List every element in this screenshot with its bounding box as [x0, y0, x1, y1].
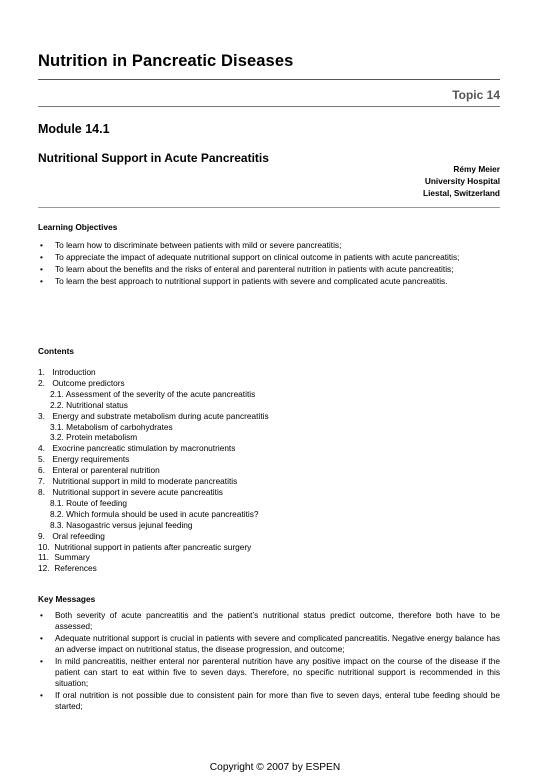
list-item: • In mild pancreatitis, neither enteral nor parenteral nutrition have any positive impact on the course of the disease if the patient can start to eat within five to seven days. Therefore, no specific nutritional support is recommended in this situation; — [38, 656, 500, 689]
author-location: Liestal, Switzerland — [423, 188, 500, 198]
divider — [38, 106, 500, 107]
module-title: Nutritional Support in Acute Pancreatitis — [38, 151, 269, 165]
contents-item: 8.1. Route of feeding — [50, 497, 128, 508]
contents-item: 1. Introduction — [38, 367, 96, 377]
document-page — [38, 0, 500, 777]
copyright-footer: Copyright © 2007 by ESPEN — [209, 762, 341, 773]
contents-heading: Contents — [38, 346, 74, 356]
contents-item: 3.1. Metabolism of carbohydrates — [50, 421, 173, 432]
contents-item: 5. Energy requirements — [38, 454, 130, 465]
contents-item: 3.2. Protein metabolism — [50, 432, 138, 443]
learning-objectives-heading: Learning Objectives — [38, 222, 118, 232]
contents-list — [38, 367, 269, 574]
list-item: • Both severity of acute pancreatitis and the patient’s nutritional status predict outcome, therefore both have to be assessed; — [38, 610, 500, 632]
contents-item: 12. References — [38, 563, 97, 574]
contents-item: 10. Nutritional support in patients after pancreatic surgery — [38, 541, 252, 552]
contents-item: 2.2. Nutritional status — [50, 399, 128, 410]
list-item: • To learn the best approach to nutritional support in patients with severe and complicated acute pancreatitis. — [38, 276, 500, 287]
key-messages-list — [38, 610, 500, 713]
contents-item: 8.3. Nasogastric versus jejunal feeding — [50, 519, 193, 530]
document-title: Nutrition in Pancreatic Diseases — [38, 52, 294, 70]
contents-item: 3. Energy and substrate metabolism during acute pancreatitis — [38, 410, 269, 421]
contents-item: 6. Enteral or parenteral nutrition — [38, 465, 160, 476]
contents-item: 7. Nutritional support in mild to moderate pancreatitis — [38, 476, 238, 487]
list-item: • To learn how to discriminate between patients with mild or severe pancreatitis; — [38, 240, 500, 251]
contents-item: 2.1. Assessment of the severity of the acute pancreatitis — [50, 388, 256, 399]
contents-item: 8. Nutritional support in severe acute pancreatitis — [38, 486, 223, 497]
learning-objectives-list — [38, 240, 500, 288]
contents-item: 4. Exocrine pancreatic stimulation by macronutrients — [38, 443, 236, 454]
list-item: • To learn about the benefits and the risks of enteral and parenteral nutrition in patients with acute pancreatitis; — [38, 264, 500, 275]
topic-label: Topic 14 — [452, 88, 500, 102]
list-item: • If oral nutrition is not possible due to consistent pain for more than five to seven days, enteral tube feeding should be started; — [38, 690, 500, 712]
author-name: Rémy Meier — [453, 164, 500, 174]
list-item: • To appreciate the impact of adequate nutritional support on clinical outcome in patients with acute pancreatitis; — [38, 252, 500, 263]
key-messages-heading: Key Messages — [38, 594, 96, 604]
contents-item: 2. Outcome predictors — [38, 377, 125, 388]
module-number: Module 14.1 — [38, 122, 110, 136]
contents-item: 8.2. Which formula should be used in acute pancreatitis? — [50, 508, 259, 519]
contents-item: 9. Oral refeeding — [38, 530, 105, 541]
divider — [38, 207, 500, 208]
contents-item: 11. Summary — [38, 552, 90, 563]
author-affiliation: University Hospital — [424, 176, 500, 186]
list-item: • Adequate nutritional support is crucial in patients with severe and complicated pancreatitis. Negative energy balance has an adverse impact on nutritional status, the disease progression, and outcome; — [38, 633, 500, 655]
divider — [38, 79, 500, 80]
